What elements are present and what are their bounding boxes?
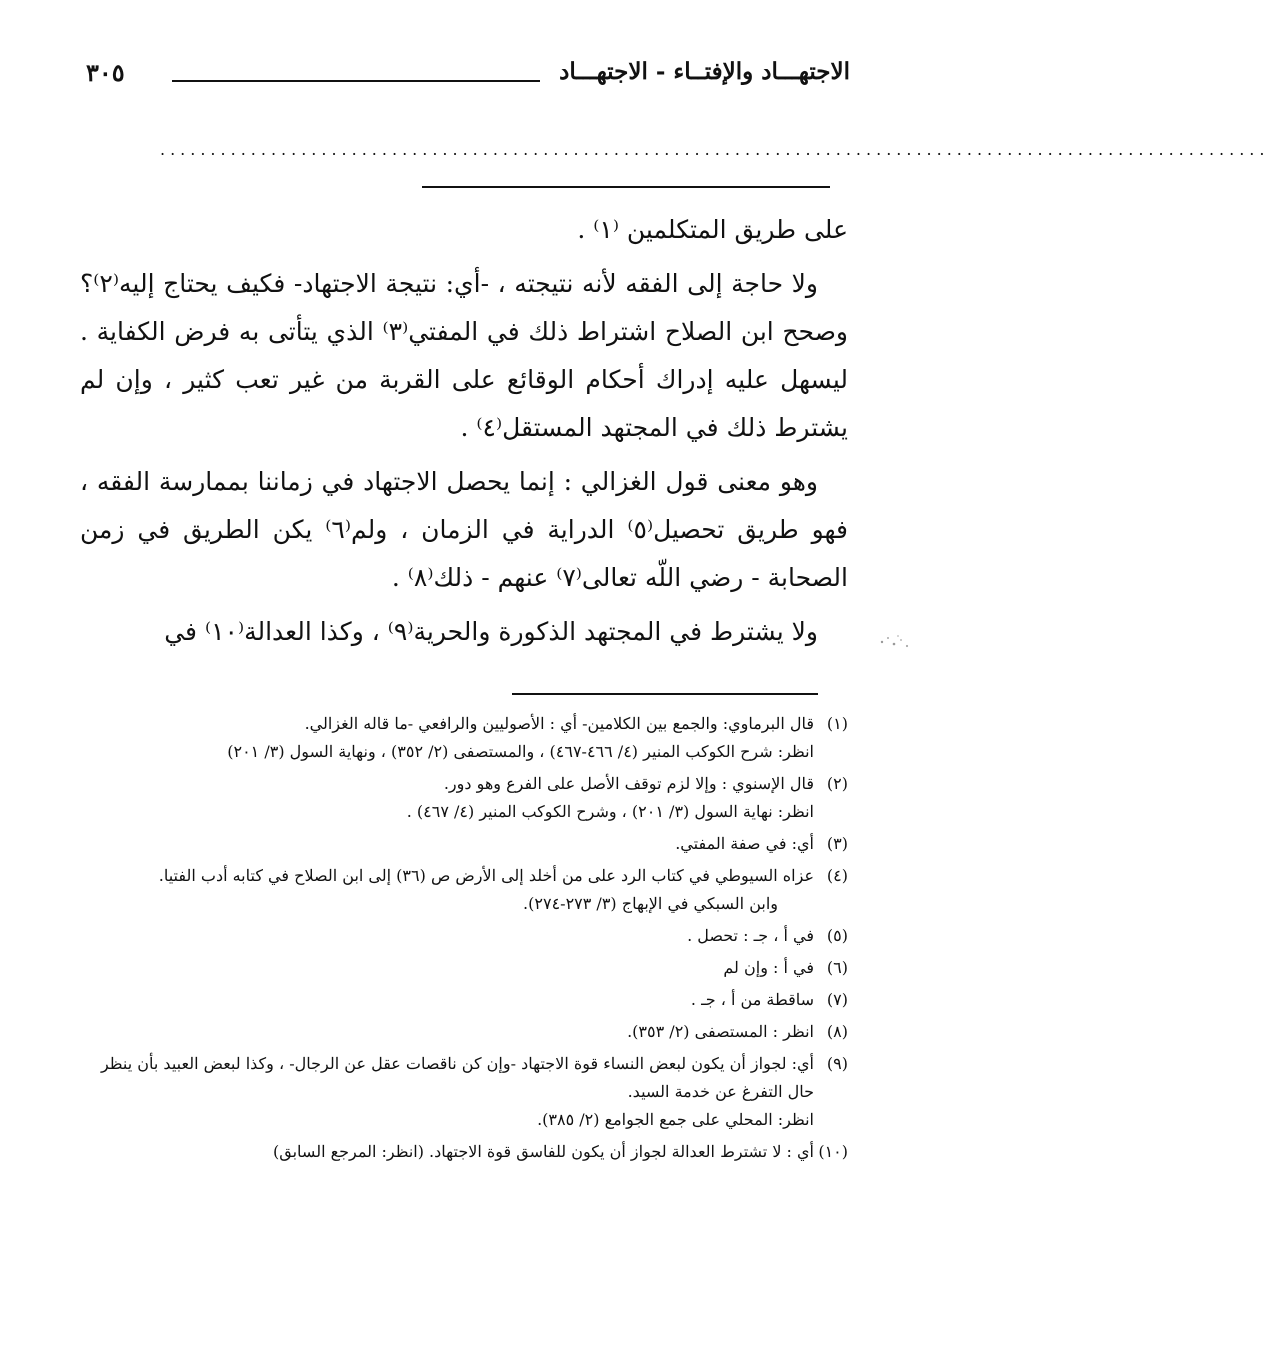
footnote xyxy=(80,922,848,950)
paragraph: وهو معنى قول الغزالي : إنما يحصل الاجتهاد في زماننا بممارسة الفقه ، فهو طريق تحصيل⁽٥⁾ الدراية في الزمان ، ولم⁽٦⁾ يكن الطريق في زمن الصحابة - رضي اللّه تعالى⁽٧⁾ عنهم - ذلك⁽٨⁾ . xyxy=(80,467,848,592)
footnote-number: (٦) xyxy=(826,958,848,977)
footnote-number: (١) xyxy=(826,714,848,733)
footnote-number: (٥) xyxy=(826,926,848,945)
header-rule xyxy=(172,80,540,82)
footnote-number: (٤) xyxy=(826,866,848,885)
footnote xyxy=(80,770,848,826)
running-header-title: الاجتهـــاد والإفتــاء - الاجتهـــاد xyxy=(559,58,850,85)
footnote-number: (٢) xyxy=(826,774,848,793)
footnote-text: عزاه السيوطي في كتاب الرد على من أخلد إلى الأرض ص (٣٦) إلى ابن الصلاح في كتابه أدب الفتيا. xyxy=(158,866,814,885)
footnote-text: قال البرماوي: والجمع بين الكلامين- أي : الأصوليين والرافعي -ما قاله الغزالي. xyxy=(304,714,814,733)
page-number: ٣٠٥ xyxy=(86,58,125,87)
footnote-text: قال الإسنوي : وإلا لزم توقف الأصل على الفرع وهو دور. xyxy=(443,774,814,793)
footnote-text: أي : لا تشترط العدالة لجواز أن يكون للفاسق قوة الاجتهاد. (انظر: المرجع السابق) xyxy=(273,1142,814,1161)
footnote-text: أي: في صفة المفتي. xyxy=(675,834,814,853)
continuation-line: على طريق المتكلمين ⁽١⁾ . xyxy=(577,215,848,244)
footnote-reference: انظر: شرح الكوكب المنير (٤/ ٤٦٦-٤٦٧) ، والمستصفى (٢/ ٣٥٢) ، ونهاية السول (٣/ ٢٠١) xyxy=(227,742,814,761)
footnote-text: في أ : وإن لم xyxy=(723,958,814,977)
footnote-number: (٣) xyxy=(826,834,848,853)
footnote-reference: انظر: نهاية السول (٣/ ٢٠١) ، وشرح الكوكب المنير (٤/ ٤٦٧) . xyxy=(406,802,814,821)
footnote-reference: انظر: المحلي على جمع الجوامع (٢/ ٣٨٥). xyxy=(537,1110,814,1129)
paragraph: ولا حاجة إلى الفقه لأنه نتيجته ، -أي: نتيجة الاجتهاد- فكيف يحتاج إليه⁽٢⁾؟ وصحح ابن الصلاح اشتراط ذلك في المفتي⁽٣⁾ الذي يتأتى به فرض الكفاية . ليسهل عليه إدراك أحكام الوقائع على القربة من غير تعب كثير ، وإن لم يشترط ذلك في المجتهد المستقل⁽٤⁾ . xyxy=(80,269,848,442)
footnote xyxy=(80,862,848,918)
scan-speck xyxy=(874,628,916,656)
footnote xyxy=(80,1138,848,1166)
footnote-number: (٧) xyxy=(826,990,848,1009)
footnote xyxy=(80,954,848,982)
continuation-rule xyxy=(422,186,830,188)
footnotes xyxy=(80,710,848,1170)
main-text xyxy=(80,206,848,662)
footnote xyxy=(80,1050,848,1134)
footnote-reference: وابن السبكي في الإبهاج (٣/ ٢٧٣-٢٧٤). xyxy=(523,894,778,913)
ellipsis-separator: .............................................................................................................. xyxy=(160,140,1269,159)
footnote xyxy=(80,710,848,766)
footnote xyxy=(80,1018,848,1046)
footnote-rule xyxy=(512,693,818,695)
footnote-text: انظر : المستصفى (٢/ ٣٥٣). xyxy=(627,1022,814,1041)
footnote xyxy=(80,986,848,1014)
footnote-number: (٨) xyxy=(826,1022,848,1041)
footnote-number: (١٠) xyxy=(818,1142,848,1161)
paragraph: ولا يشترط في المجتهد الذكورة والحرية⁽٩⁾ ، وكذا العدالة⁽١٠⁾ في xyxy=(164,617,818,646)
footnote-number: (٩) xyxy=(826,1054,848,1073)
footnote-text: في أ ، جـ : تحصل . xyxy=(687,926,814,945)
footnote-text: ساقطة من أ ، جـ . xyxy=(690,990,814,1009)
footnote xyxy=(80,830,848,858)
footnote-text: أي: لجواز أن يكون لبعض النساء قوة الاجتهاد -وإن كن ناقصات عقل عن الرجال- ، وكذا لبعض العبيد بأن ينظر حال التفرغ عن خدمة السيد. xyxy=(100,1054,814,1101)
